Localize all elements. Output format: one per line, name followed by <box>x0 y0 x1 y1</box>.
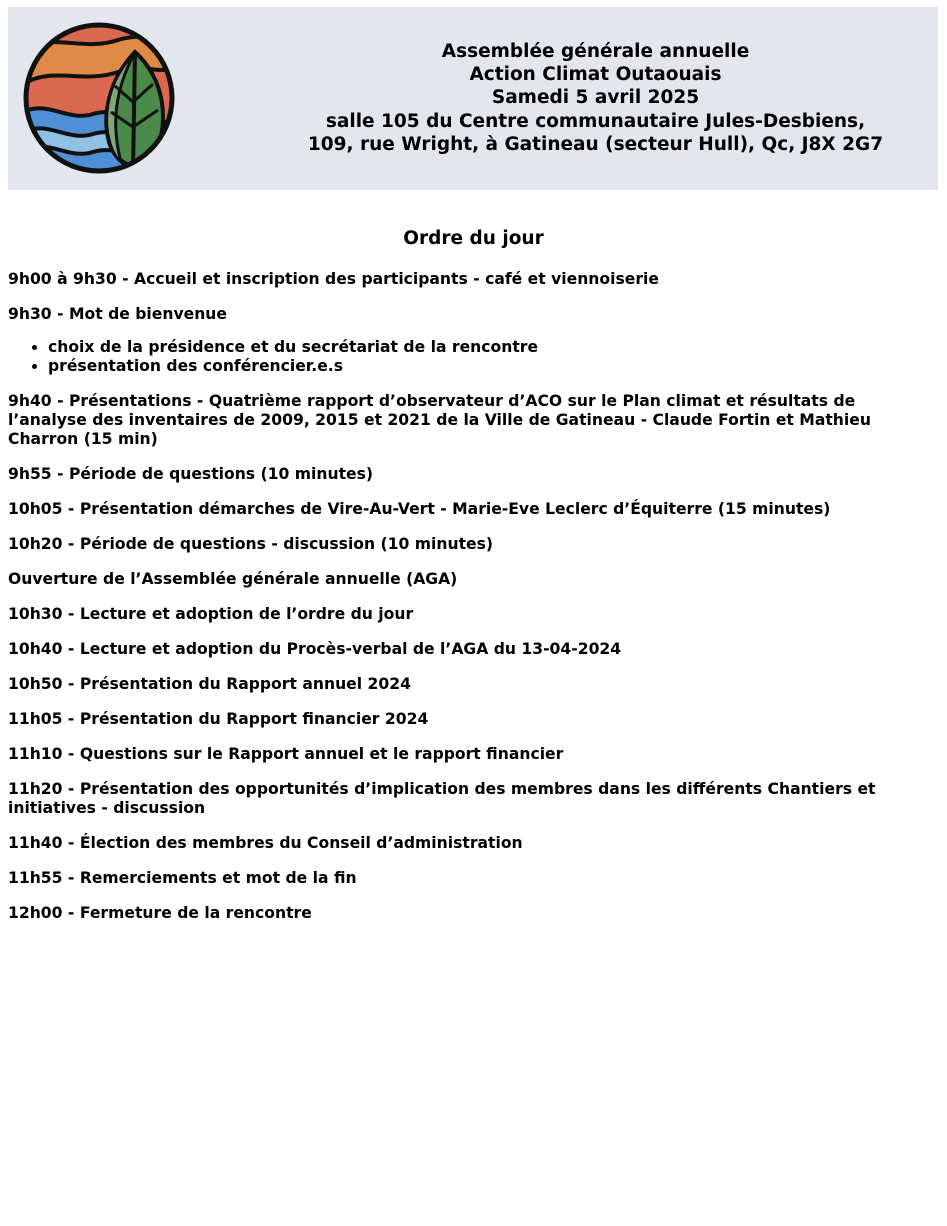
agenda-sub-item: • présentation des conférencier.e.s <box>48 357 913 376</box>
agenda-item: 9h55 - Période de questions (10 minutes) <box>8 465 374 483</box>
agenda-item: 10h50 - Présentation du Rapport annuel 2024 <box>8 675 411 693</box>
heading-line-organization: Action Climat Outaouais <box>469 64 722 86</box>
agenda-item: 9h40 - Présentations - Quatrième rapport d’observateur d’ACO sur le Plan climat et résultats de l’analyse des inventaires de 2009, 2015 et 2021 de la Ville de Gatineau - Claude Fortin et Mathieu Charron (15 min) <box>8 392 871 448</box>
heading-line-venue: salle 105 du Centre communautaire Jules-Desbiens, <box>325 110 866 132</box>
agenda-item: 9h00 à 9h30 - Accueil et inscription des participants - café et viennoiserie <box>8 270 659 288</box>
agenda-section-heading: Ouverture de l’Assemblée générale annuelle (AGA) <box>8 570 458 588</box>
agenda-item: 9h30 - Mot de bienvenue <box>8 305 227 323</box>
agenda-item: 10h40 - Lecture et adoption du Procès-verbal de l’AGA du 13-04-2024 <box>8 640 622 658</box>
heading-line-event: Assemblée générale annuelle <box>441 41 750 62</box>
agenda-item: 12h00 - Fermeture de la rencontre <box>8 904 312 922</box>
agenda-sub-list <box>8 338 913 376</box>
heading-line-address: 109, rue Wright, à Gatineau (secteur Hull), Qc, J8X 2G7 <box>307 133 884 155</box>
meeting-heading <box>273 40 918 156</box>
agenda-item: 10h30 - Lecture et adoption de l’ordre du jour <box>8 605 414 623</box>
organization-logo <box>23 22 175 174</box>
agenda-item: 11h40 - Élection des membres du Conseil d’administration <box>8 834 523 852</box>
agenda-item: 11h05 - Présentation du Rapport financier 2024 <box>8 710 429 728</box>
agenda-title: Ordre du jour <box>403 228 544 249</box>
agenda-item: 11h55 - Remerciements et mot de la fin <box>8 869 357 887</box>
agenda-item: 11h20 - Présentation des opportunités d’implication des membres dans les différents Chantiers et initiatives - discussion <box>8 780 876 817</box>
header-banner <box>8 7 938 190</box>
heading-line-date: Samedi 5 avril 2025 <box>491 87 700 109</box>
agenda-list <box>8 270 913 939</box>
agenda-sub-item: • choix de la présidence et du secrétariat de la rencontre <box>48 338 913 357</box>
agenda-item: 10h05 - Présentation démarches de Vire-Au-Vert - Marie-Eve Leclerc d’Équiterre (15 minutes) <box>8 500 831 518</box>
agenda-item: 10h20 - Période de questions - discussion (10 minutes) <box>8 535 494 553</box>
agenda-item: 11h10 - Questions sur le Rapport annuel et le rapport financier <box>8 745 564 763</box>
